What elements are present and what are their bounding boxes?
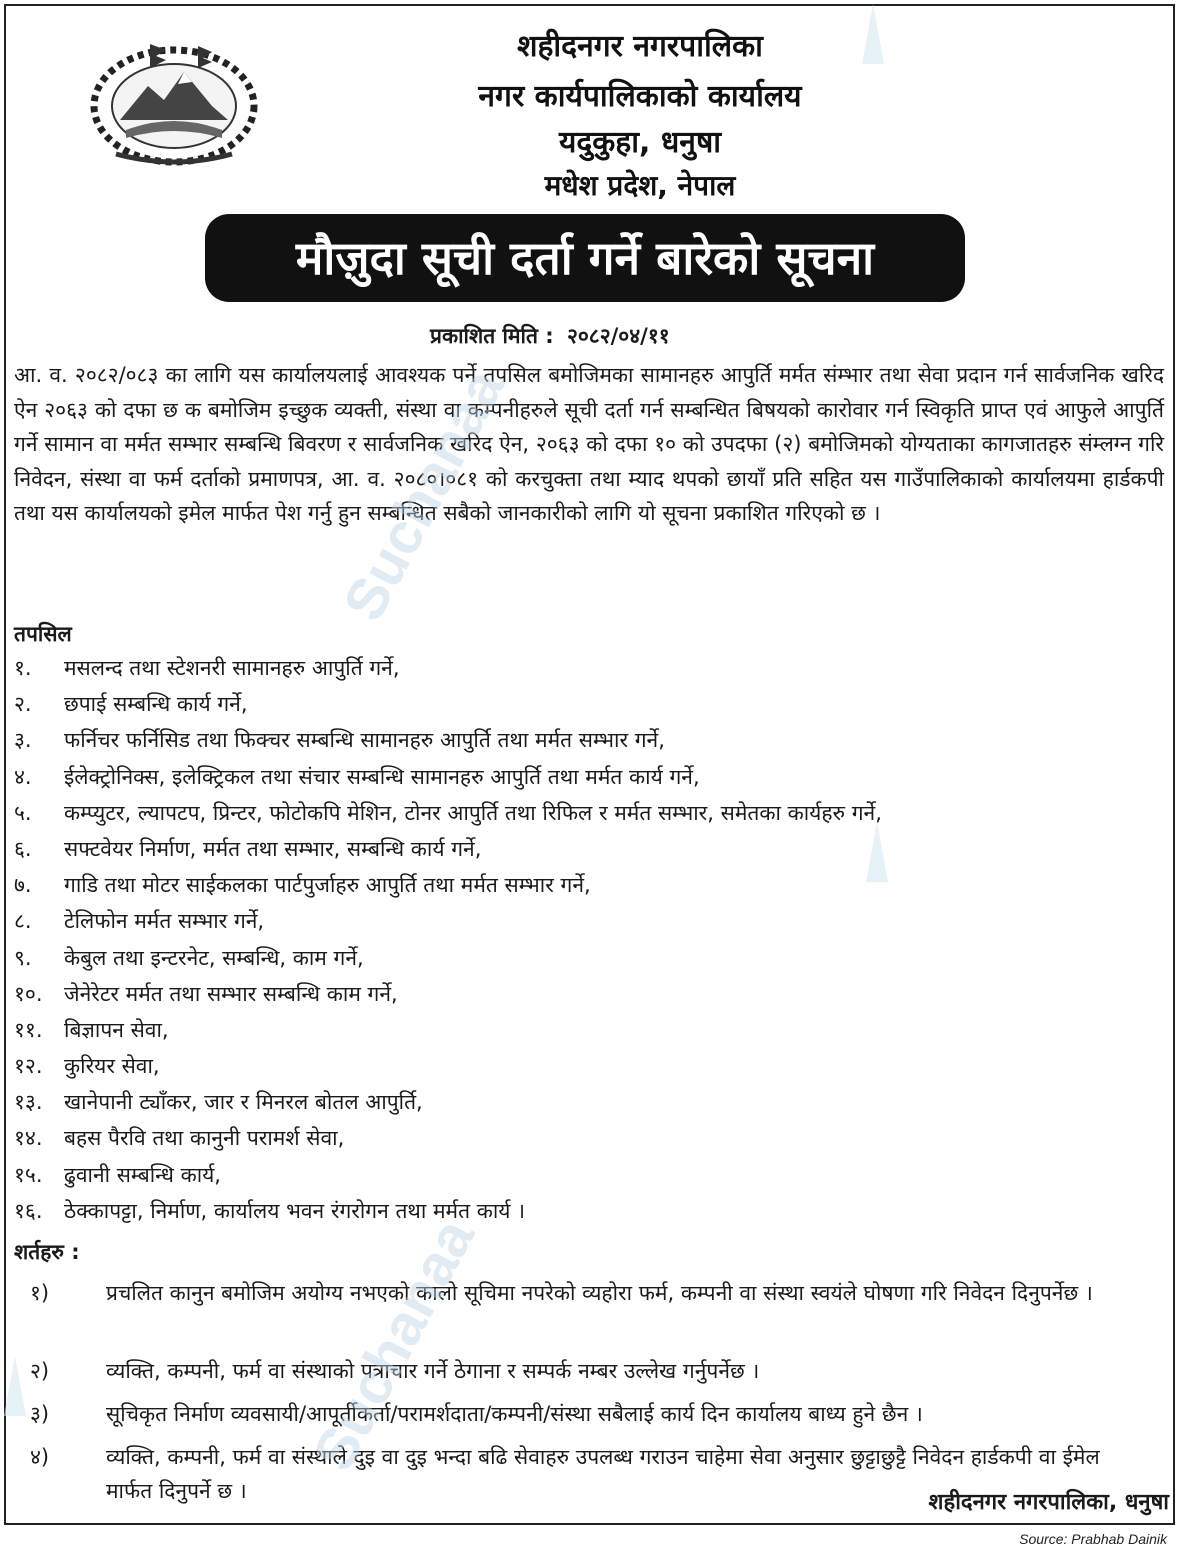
item-text: टेलिफोन मर्मत सम्भार गर्ने, bbox=[64, 909, 265, 934]
list-item bbox=[14, 1052, 1164, 1088]
item-number: १०. bbox=[14, 981, 43, 1006]
condition-text: सूचिकृत निर्माण व्यवसायी/आपूर्तीकर्ता/परामर्शदाता/कम्पनी/संस्था सबैलाई कार्य दिन कार्यालय बाध्य हुने छैन । bbox=[106, 1402, 923, 1426]
nepal-government-emblem-icon bbox=[86, 34, 262, 168]
published-date-value: २०८२/०४/११ bbox=[566, 324, 670, 348]
item-number: ५. bbox=[14, 800, 32, 825]
issuer-signature: शहीदनगर नगरपालिका, धनुषा bbox=[928, 1490, 1169, 1515]
item-text: फर्निचर फर्निसिड तथा फिक्चर सम्बन्धि सामानहरु आपुर्ति तथा मर्मत सम्भार गर्ने, bbox=[64, 728, 665, 753]
item-text: मसलन्द तथा स्टेशनरी सामानहरु आपुर्ति गर्ने, bbox=[64, 656, 400, 680]
condition-number: ४) bbox=[30, 1445, 50, 1469]
condition-item bbox=[30, 1397, 1150, 1440]
item-number: ३. bbox=[14, 728, 32, 753]
list-item bbox=[14, 763, 1164, 799]
item-number: १३. bbox=[14, 1090, 43, 1115]
condition-item bbox=[30, 1354, 1150, 1397]
municipality-name: शहीदनगर नगरपालिका bbox=[517, 29, 763, 64]
item-text: ठेक्कापट्टा, निर्माण, कार्यालय भवन रंगरोगन तथा मर्मत कार्य । bbox=[64, 1198, 526, 1223]
list-item bbox=[14, 799, 1164, 835]
list-item bbox=[14, 1161, 1164, 1197]
item-text: कुरियर सेवा, bbox=[64, 1054, 160, 1079]
list-item bbox=[14, 907, 1164, 943]
list-item bbox=[14, 1088, 1164, 1124]
item-number: १६. bbox=[14, 1198, 43, 1223]
watermark-arrow-icon bbox=[4, 1356, 26, 1416]
conditions-heading: शर्तहरु : bbox=[14, 1240, 80, 1264]
item-number: १५. bbox=[14, 1162, 43, 1187]
item-number: १४. bbox=[14, 1126, 43, 1151]
list-item bbox=[14, 726, 1164, 762]
list-item bbox=[14, 654, 1164, 690]
watermark-text: Suchanaa bbox=[330, 358, 517, 631]
item-number: ९. bbox=[14, 945, 32, 970]
published-date bbox=[430, 322, 676, 350]
office-location: यदुकुहा, धनुषा bbox=[558, 125, 722, 160]
item-text: छपाई सम्बन्धि कार्य गर्ने, bbox=[64, 692, 248, 717]
watermark-arrow-icon bbox=[866, 822, 888, 882]
schedule-heading: तपसिल bbox=[14, 622, 72, 646]
condition-number: ३) bbox=[30, 1402, 50, 1426]
condition-number: १) bbox=[30, 1281, 50, 1305]
item-text: ईलेक्ट्रोनिक्स, इलेक्ट्रिकल तथा संचार सम्बन्धि सामानहरु आपुर्ति तथा मर्मत कार्य गर्ने, bbox=[64, 764, 700, 789]
intro-paragraph: आ. व. २०८२/०८३ का लागि यस कार्यालयलाई आवश्यक पर्ने तपसिल बमोजिमका सामानहरु आपुर्ति मर्मत संम्भार तथा सेवा प्रदान गर्न सार्वजनिक खरिद ऐन २०६३ को दफा छ क बमोजिम इच्छुक व्यक्ती, संस्था वा कम्पनीहरुले सूची दर्ता गर्न सम्बन्धित बिषयको कारोवार गर्न स्विकृति प्राप्त एवं आफुले आपुर्ति गर्ने सामान वा मर्मत सम्भार सम्बन्धि बिवरण र सार्वजनिक खरिद ऐन, २०६३ को दफा १० को उपदफा (२) बमोजिमको योग्यताका कागजातहरु संम्लग्न गरि निवेदन, संस्था वा फर्म दर्ताको प्रमाणपत्र, आ. व. २०८०।०८१ को करचुक्ता तथा म्याद थपको छायाँ प्रति सहित यस गाउँपालिकाको कार्यालयमा हार्डकपी तथा यस कार्यालयको इमेल मार्फत पेश गर्नु हुन सम्बन्धित सबैको जानकारीको लागि यो सूचना प्रकाशित गरिएको छ । bbox=[14, 363, 1164, 525]
condition-text: व्यक्ति, कम्पनी, फर्म वा संस्थाले दुइ वा दुइ भन्दा बढि सेवाहरु उपलब्ध गराउन चाहेमा सेवा अनुसार छुट्टाछुट्टै निवेदन हार्डकपी वा ईमेल मार्फत दिनुपर्ने छ । bbox=[106, 1445, 1100, 1503]
item-number: ६. bbox=[14, 836, 32, 861]
schedule-list bbox=[14, 654, 1164, 1233]
watermark-arrow-icon bbox=[862, 4, 884, 64]
item-text: केबुल तथा इन्टरनेट, सम्बन्धि, काम गर्ने, bbox=[64, 945, 364, 970]
item-number: ४. bbox=[14, 764, 32, 789]
condition-number: २) bbox=[30, 1359, 50, 1383]
notice-title-banner: मौज़ुदा सूची दर्ता गर्ने बारेको सूचना bbox=[205, 214, 965, 302]
list-item bbox=[14, 871, 1164, 907]
list-item bbox=[14, 1016, 1164, 1052]
item-text: गाडि तथा मोटर साईकलका पार्टपुर्जाहरु आपुर्ति तथा मर्मत सम्भार गर्ने, bbox=[64, 873, 591, 898]
conditions-list bbox=[30, 1276, 1150, 1518]
list-item bbox=[14, 980, 1164, 1016]
condition-text: प्रचलित कानुन बमोजिम अयोग्य नभएको कालो सूचिमा नपरेको व्यहोरा फर्म, कम्पनी वा संस्था स्वयंले घोषणा गरि निवेदन दिनुपर्नेछ । bbox=[106, 1281, 1093, 1305]
item-text: सफ्टवेयर निर्माण, मर्मत तथा सम्भार, सम्बन्धि कार्य गर्ने, bbox=[64, 836, 482, 861]
item-text: बहस पैरवि तथा कानुनी परामर्श सेवा, bbox=[64, 1126, 345, 1151]
item-number: ७. bbox=[14, 873, 32, 898]
item-number: १२. bbox=[14, 1054, 43, 1079]
watermark-text: Suchanaa bbox=[300, 1208, 487, 1481]
item-text: बिज्ञापन सेवा, bbox=[64, 1017, 169, 1042]
item-text: खानेपानी ट्याँकर, जार र मिनरल बोतल आपुर्ति, bbox=[64, 1090, 423, 1115]
list-item bbox=[14, 944, 1164, 980]
list-item bbox=[14, 835, 1164, 871]
condition-text: व्यक्ति, कम्पनी, फर्म वा संस्थाको पत्राचार गर्ने ठेगाना र सम्पर्क नम्बर उल्लेख गर्नुपर्नेछ । bbox=[106, 1359, 760, 1383]
source-credit: Source: Prabhab Dainik bbox=[1019, 1531, 1167, 1547]
item-number: १. bbox=[14, 656, 32, 680]
province-country: मधेश प्रदेश, नेपाल bbox=[544, 169, 736, 202]
item-number: ८. bbox=[14, 909, 32, 934]
published-date-label: प्रकाशित मिति : bbox=[430, 324, 554, 348]
item-number: २. bbox=[14, 692, 32, 717]
office-name: नगर कार्यपालिकाको कार्यालय bbox=[478, 79, 802, 114]
item-text: ढुवानी सम्बन्धि कार्य, bbox=[64, 1162, 221, 1187]
item-text: जेनेरेटर मर्मत तथा सम्भार सम्बन्धि काम गर्ने, bbox=[64, 981, 398, 1006]
list-item bbox=[14, 1124, 1164, 1160]
list-item bbox=[14, 690, 1164, 726]
item-text: कम्प्युटर, ल्यापटप, प्रिन्टर, फोटोकपि मेशिन, टोनर आपुर्ति तथा रिफिल र मर्मत सम्भार, समेतका कार्यहरु गर्ने, bbox=[64, 800, 882, 825]
list-item bbox=[14, 1197, 1164, 1233]
condition-item bbox=[30, 1276, 1150, 1354]
item-number: ११. bbox=[14, 1017, 43, 1042]
